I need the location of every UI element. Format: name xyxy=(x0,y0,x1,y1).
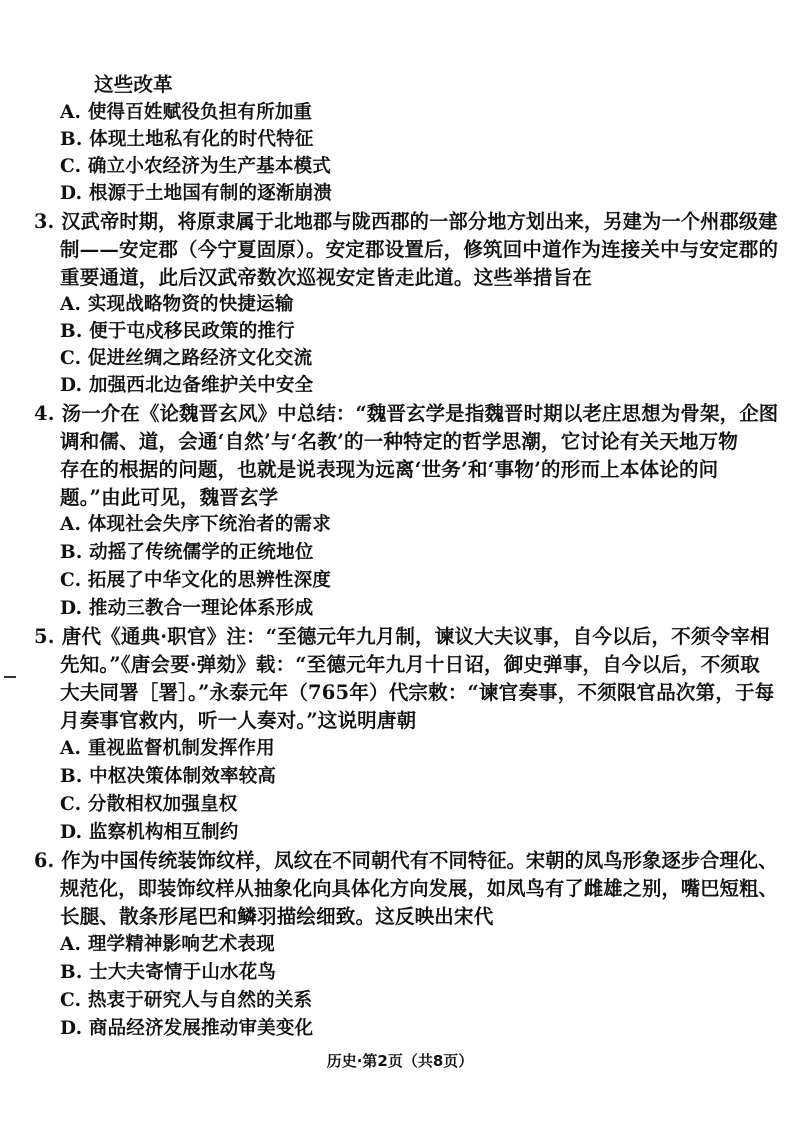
q5-stem-line: 月奏事官救内，听一人奏对。”这说明唐朝 xyxy=(60,709,417,732)
q4-stem-line: 题。”由此可见，魏晋玄学 xyxy=(60,486,279,509)
q3-option-b: B. 便于屯戍移民政策的推行 xyxy=(60,321,295,342)
q6-option-c: C. 热衷于研究人与自然的关系 xyxy=(60,990,313,1011)
q5-stem-line: 大夫同署［署］。”永泰元年（765年）代宗敕：“谏官奏事，不须限官品次第，于每 xyxy=(60,681,775,704)
q3-option-a: A. 实现战略物资的快捷运输 xyxy=(60,294,294,315)
q5-option-b: B. 中枢决策体制效率较高 xyxy=(60,766,277,787)
q4-option-d: D. 推动三教合一理论体系形成 xyxy=(60,598,314,619)
q5-option-d: D. 监察机构相互制约 xyxy=(60,822,239,843)
q3-option-d: D. 加强西北边备维护关中安全 xyxy=(60,375,314,396)
q2-option-c: C. 确立小农经济为生产基本模式 xyxy=(60,156,331,177)
q3-option-c: C. 促进丝绸之路经济文化交流 xyxy=(60,348,313,369)
q4-option-b: B. 动摇了传统儒学的正统地位 xyxy=(60,542,314,563)
q6-option-d: D. 商品经济发展推动审美变化 xyxy=(60,1018,314,1039)
q3-stem-line: 重要通道，此后汉武帝数次巡视安定皆走此道。这些举措旨在 xyxy=(60,266,592,289)
q2-stem-tail: 这些改革 xyxy=(94,73,173,96)
q5-stem-line: 5. 唐代《通典·职官》注：“至德元年九月制，谏议大夫议事，自今以后，不须令宰相 xyxy=(34,625,770,648)
q4-option-a: A. 体现社会失序下统治者的需求 xyxy=(60,514,331,535)
q5-option-a: A. 重视监督机制发挥作用 xyxy=(60,738,275,759)
q2-option-b: B. 体现土地私有化的时代特征 xyxy=(60,129,314,150)
q4-option-c: C. 拓展了中华文化的思辨性深度 xyxy=(60,570,331,591)
q6-stem-line: 6. 作为中国传统装饰纹样，凤纹在不同朝代有不同特征。宋朝的凤鸟形象逐步合理化、 xyxy=(34,849,778,872)
q6-option-a: A. 理学精神影响艺术表现 xyxy=(60,934,275,955)
q6-stem-line: 规范化，即装饰纹样从抽象化向具体化方向发展，如凤鸟有了雌雄之别，嘴巴短粗、 xyxy=(60,877,778,900)
q4-stem-line: 存在的根据的问题，也就是说表现为远离‘世务’和‘事物’的形而上本体论的问 xyxy=(60,458,719,481)
q6-option-b: B. 士大夫寄情于山水花鸟 xyxy=(60,962,277,983)
q4-stem-line: 调和儒、道，会通‘自然’与‘名教’的一种特定的哲学思潮，它讨论有关天地万物 xyxy=(60,430,739,453)
q2-option-d: D. 根源于土地国有制的逐渐崩溃 xyxy=(60,183,332,204)
q3-stem-line: 制——安定郡（今宁夏固原）。安定郡设置后，修筑回中道作为连接关中与安定郡的 xyxy=(60,238,779,261)
q6-stem-line: 长腿、散条形尾巴和鳞羽描绘细致。这反映出宋代 xyxy=(60,905,494,928)
margin-scan-mark xyxy=(4,676,16,678)
q5-option-c: C. 分散相权加强皇权 xyxy=(60,794,238,815)
page-footer: 历史·第2页（共8页） xyxy=(326,1052,474,1070)
q3-stem-line: 3. 汉武帝时期，将原隶属于北地郡与陇西郡的一部分地方划出来，另建为一个州郡级建 xyxy=(34,210,778,233)
q2-option-a: A. 使得百姓赋役负担有所加重 xyxy=(60,102,313,123)
q4-stem-line: 4. 汤一介在《论魏晋玄风》中总结：“魏晋玄学是指魏晋时期以老庄思想为骨架，企图 xyxy=(34,402,779,425)
q5-stem-line: 先知。”《唐会要·弹劾》载：“至德元年九月十日诏，御史弹事，自今以后，不须取 xyxy=(60,653,760,676)
